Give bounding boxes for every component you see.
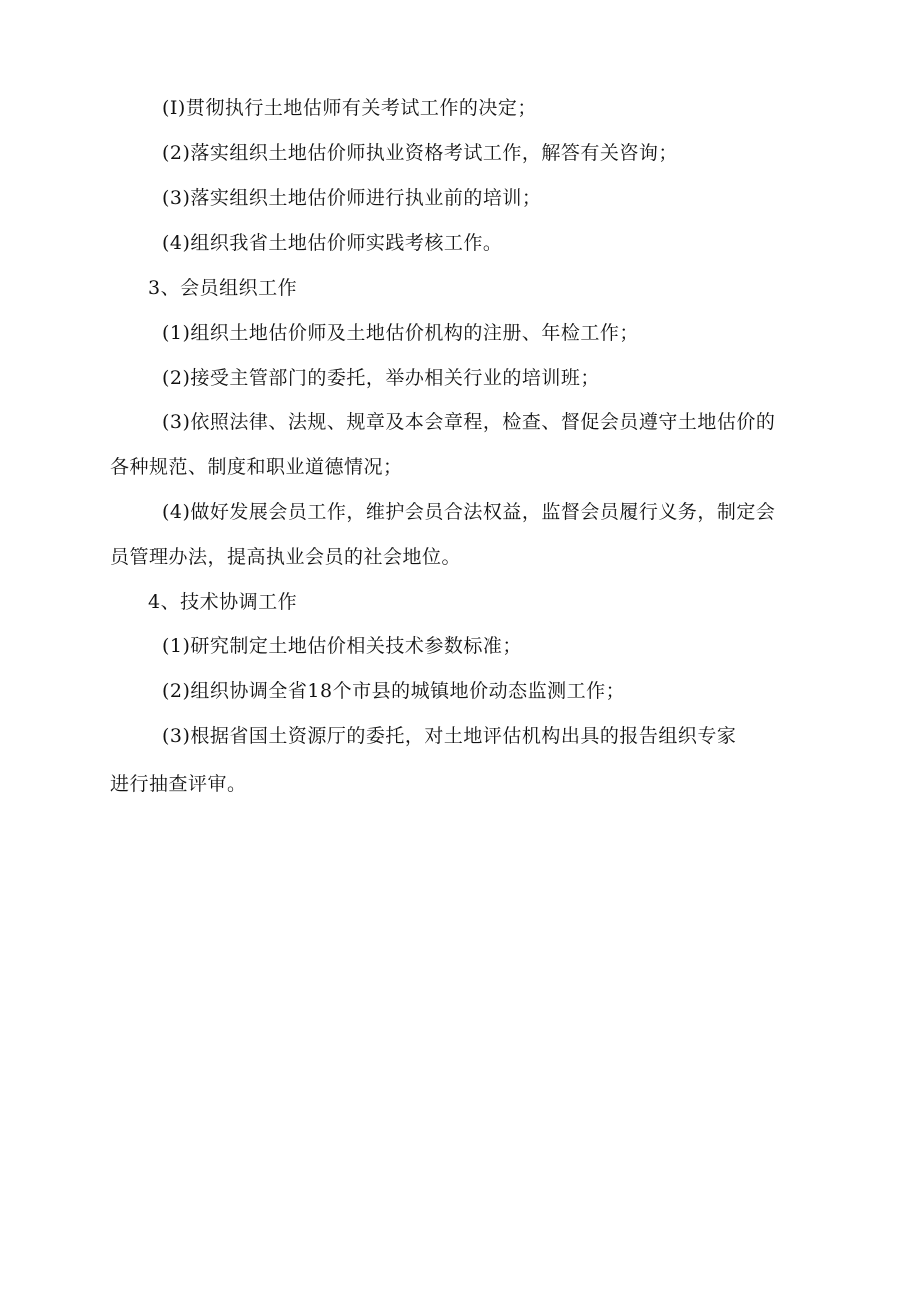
item-supervision-line1: (3)依照法律、法规、规章及本会章程，检查、督促会员遵守土地估价的 [162, 411, 776, 433]
item-exam-organization: (2)落实组织土地估价师执业资格考试工作，解答有关咨询； [162, 142, 678, 164]
section-heading-membership: 3、会员组织工作 [148, 277, 298, 299]
section-heading-technical: 4、技术协调工作 [148, 591, 298, 613]
item-practice-assessment: (4)组织我省土地估价师实践考核工作。 [162, 232, 503, 254]
item-pre-practice-training: (3)落实组织土地估价师进行执业前的培训； [162, 187, 542, 209]
item-report-review-line1: (3)根据省国土资源厅的委托，对土地评估机构出具的报告组织专家 [162, 725, 737, 747]
item-price-monitoring: (2)组织协调全省18个市县的城镇地价动态监测工作； [162, 680, 626, 702]
item-member-rights-line1: (4)做好发展会员工作，维护会员合法权益，监督会员履行义务，制定会 [162, 501, 776, 523]
item-training-classes: (2)接受主管部门的委托，举办相关行业的培训班； [162, 367, 600, 389]
item-report-review-line2: 进行抽查评审。 [110, 773, 247, 795]
item-supervision-line2: 各种规范、制度和职业道德情况； [110, 456, 403, 478]
item-registration: (1)组织土地估价师及土地估价机构的注册、年检工作； [162, 322, 639, 344]
item-technical-standards: (1)研究制定土地估价相关技术参数标准； [162, 635, 522, 657]
item-member-rights-line2: 员管理办法，提高执业会员的社会地位。 [110, 546, 462, 568]
item-exam-decision: (I)贯彻执行土地估师有关考试工作的决定； [162, 97, 537, 119]
